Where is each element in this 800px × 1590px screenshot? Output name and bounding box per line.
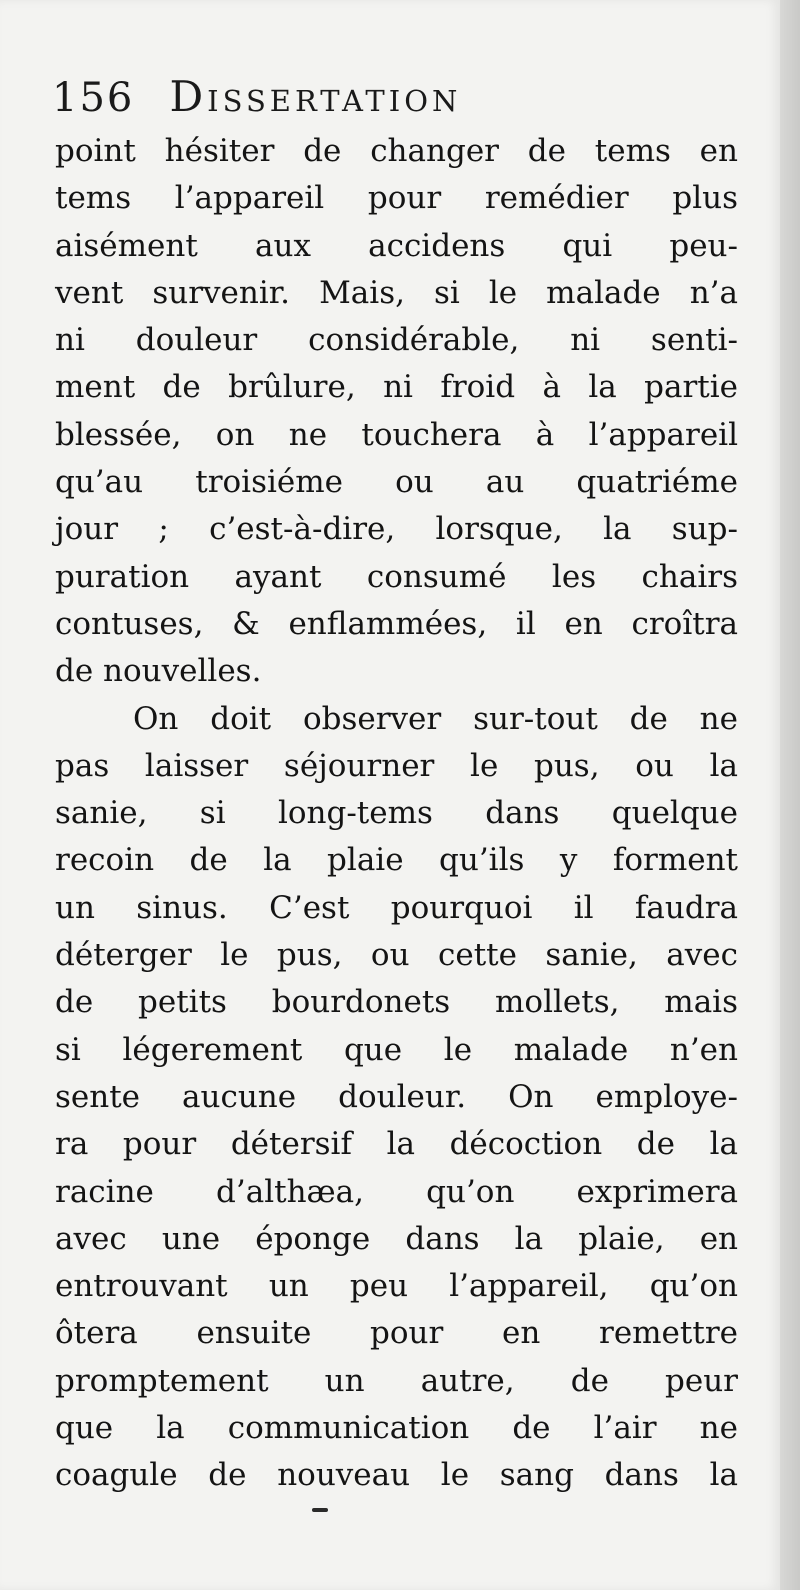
text-line: recoin de la plaie qu’ils y forment — [55, 842, 738, 879]
text-line: ra pour détersif la décoction de la — [55, 1126, 738, 1163]
text-line: blessée, on ne touchera à l’appareil — [55, 416, 738, 453]
text-line: qu’au troisiéme ou au quatriéme — [55, 464, 738, 501]
text-line: si légerement que le malade n’en — [55, 1031, 738, 1068]
text-line: sanie, si long-tems dans quelque — [55, 795, 738, 832]
paragraph-end-line: de nouvelles. — [55, 653, 262, 690]
text-line: entrouvant un peu l’appareil, qu’on — [55, 1268, 738, 1305]
text-line: avec une éponge dans la plaie, en — [55, 1220, 738, 1257]
text-line: déterger le pus, ou cette sanie, avec — [55, 937, 738, 974]
text-line: un sinus. C’est pourquoi il faudra — [55, 889, 738, 926]
text-line: promptement un autre, de peur — [55, 1362, 738, 1399]
text-line: aisément aux accidens qui peu- — [55, 227, 738, 264]
page-number: 156 — [52, 75, 135, 121]
text-line: point hésiter de changer de tems en — [55, 133, 738, 169]
text-line: tems l’appareil pour remédier plus — [55, 180, 738, 217]
text-line: sente aucune douleur. On employe- — [55, 1078, 738, 1115]
page-edge — [780, 0, 800, 1590]
running-title: Dissertation — [169, 72, 462, 121]
printer-mark — [312, 1508, 328, 1512]
running-head — [52, 72, 752, 132]
text-line: jour ; c’est-à-dire, lorsque, la sup- — [55, 511, 738, 548]
text-line: puration ayant consumé les chairs — [55, 558, 738, 595]
text-line: que la communication de l’air ne — [55, 1410, 738, 1447]
text-line: coagule de nouveau le sang dans la — [55, 1457, 738, 1494]
body-text — [55, 128, 738, 1500]
text-line: racine d’althæa, qu’on exprimera — [55, 1173, 738, 1210]
text-line: ni douleur considérable, ni senti- — [55, 322, 738, 359]
text-line: contuses, & enflammées, il en croîtra — [55, 605, 738, 642]
paragraph-start-line: On doit observer sur-tout de ne — [133, 700, 738, 737]
text-line: pas laisser séjourner le pus, ou la — [55, 747, 738, 784]
text-line: ment de brûlure, ni froid à la partie — [55, 369, 738, 406]
text-line: ôtera ensuite pour en remettre — [55, 1315, 738, 1352]
text-line: de petits bourdonets mollets, mais — [55, 984, 738, 1021]
text-line: vent survenir. Mais, si le malade n’a — [55, 274, 738, 311]
